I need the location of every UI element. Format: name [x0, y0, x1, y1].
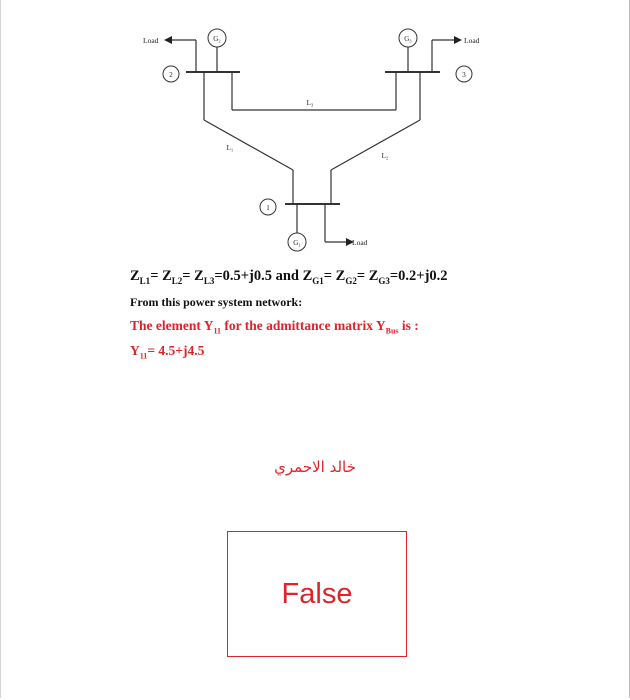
line-l2-label: L₂	[381, 152, 389, 160]
generator-g2-label: G₂	[213, 35, 221, 43]
load-label-bus1: Load	[352, 238, 368, 247]
load-label-bus2: Load	[143, 36, 159, 45]
bus-1-number: 1	[266, 204, 270, 212]
generator-g1-label: G₁	[293, 239, 301, 247]
line-l1-label: L₁	[226, 144, 234, 152]
bus-2-number: 2	[169, 71, 173, 79]
answer-text: $Y_{11}= 4.5+j4.5$	[130, 343, 205, 361]
generator-g3-label: G₃	[404, 35, 412, 43]
verdict-text: False	[281, 577, 353, 610]
question-text: The element $Y_{11}$ for the admittance matrix $Y_{Bus}$ is :	[130, 318, 419, 336]
bus-3-number: 3	[462, 71, 466, 79]
power-system-diagram	[0, 0, 630, 260]
intro-text: From this power system network:	[130, 295, 303, 309]
line-l3-label: L₃	[306, 99, 314, 107]
author-name: خالد الاحمري	[274, 458, 356, 476]
impedance-equation: $Z_{L1}= Z_{L2}= Z_{L3}=0.5+j0.5$ and $Z_{G1}= Z_{G2}= Z_{G3}=0.2+j0.2$	[130, 268, 448, 286]
verdict-box	[227, 531, 407, 657]
load-label-bus3: Load	[464, 36, 480, 45]
